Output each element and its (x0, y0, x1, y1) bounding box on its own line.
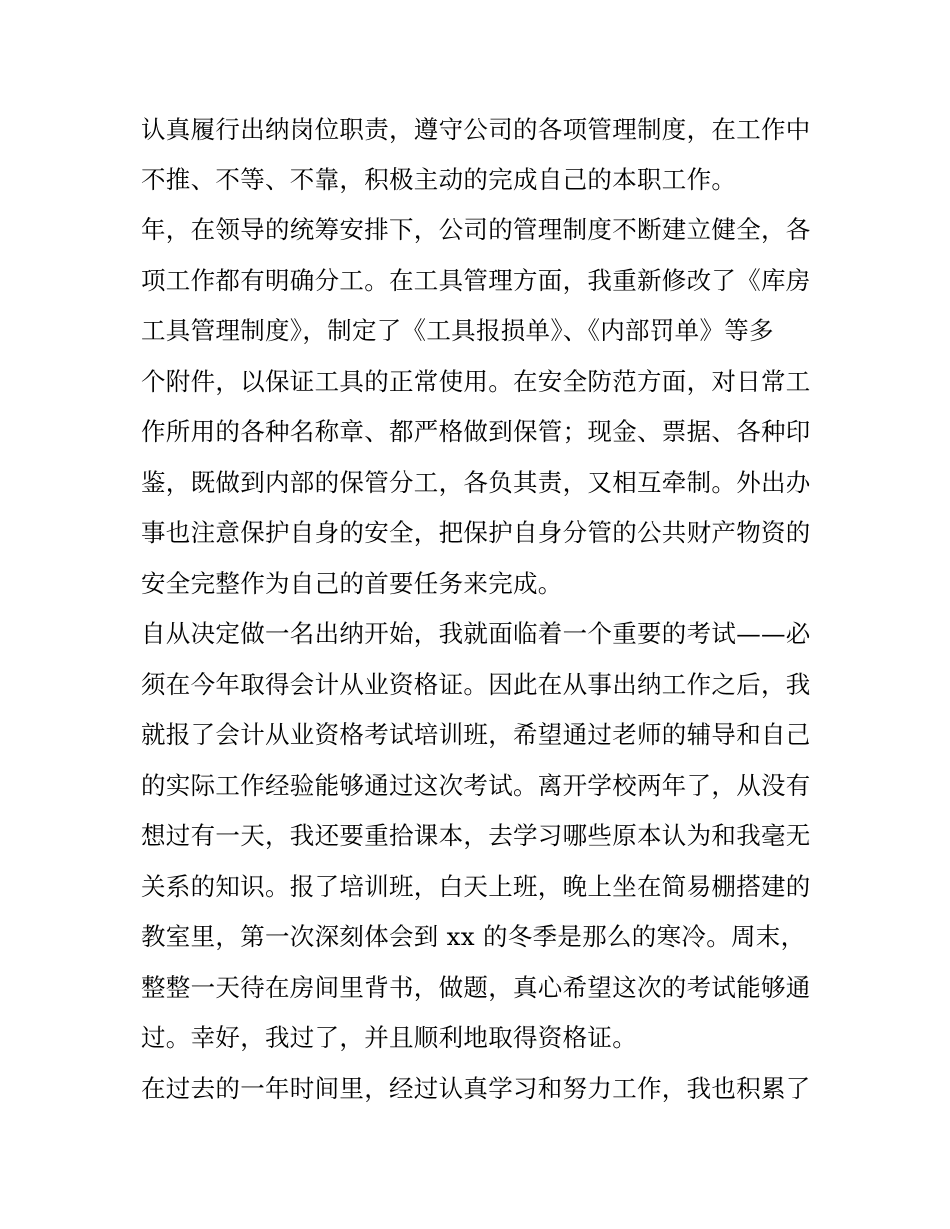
text-line: 认真履行出纳岗位职责，遵守公司的各项管理制度，在工作中 (141, 115, 811, 144)
text-line: 项工作都有明确分工。在工具管理方面，我重新修改了《库房 (141, 266, 811, 295)
text-line: 过。幸好，我过了，并且顺利地取得资格证。 (141, 1023, 637, 1052)
text-line: 作所用的各种名称章、都严格做到保管；现金、票据、各种印 (141, 417, 811, 446)
text-line: 年，在领导的统筹安排下，公司的管理制度不断建立健全，各 (141, 215, 811, 244)
text-line: 鉴，既做到内部的保管分工，各负其责，又相互牵制。外出办 (141, 468, 811, 497)
text-line: 事也注意保护自身的安全，把保护自身分管的公共财产物资的 (141, 518, 811, 547)
text-line: 个附件，以保证工具的正常使用。在安全防范方面，对日常工 (141, 367, 811, 396)
text-line: 就报了会计从业资格考试培训班，希望通过老师的辅导和自己 (141, 720, 811, 749)
text-line: 整整一天待在房间里背书，做题，真心希望这次的考试能够通 (141, 973, 811, 1002)
text-line: 安全完整作为自己的首要任务来完成。 (141, 569, 563, 598)
text-line: 不推、不等、不靠，积极主动的完成自己的本职工作。 (141, 165, 737, 194)
text-line: 自从决定做一名出纳开始，我就面临着一个重要的考试——必 (141, 619, 811, 648)
text-line: 工具管理制度》，制定了《工具报损单》、《内部罚单》等多 (141, 316, 774, 345)
text-line: 想过有一天，我还要重拾课本，去学习哪些原本认为和我毫无 (141, 821, 811, 850)
text-line: 教室里，第一次深刻体会到 xx 的冬季是那么的寒冷。周末， (141, 922, 806, 951)
text-line: 须在今年取得会计从业资格证。因此在从事出纳工作之后，我 (141, 670, 811, 699)
text-line: 关系的知识。报了培训班，白天上班，晚上坐在简易棚搭建的 (141, 872, 811, 901)
text-line: 在过去的一年时间里，经过认真学习和努力工作，我也积累了 (141, 1074, 811, 1103)
text-line: 的实际工作经验能够通过这次考试。离开学校两年了，从没有 (141, 771, 811, 800)
